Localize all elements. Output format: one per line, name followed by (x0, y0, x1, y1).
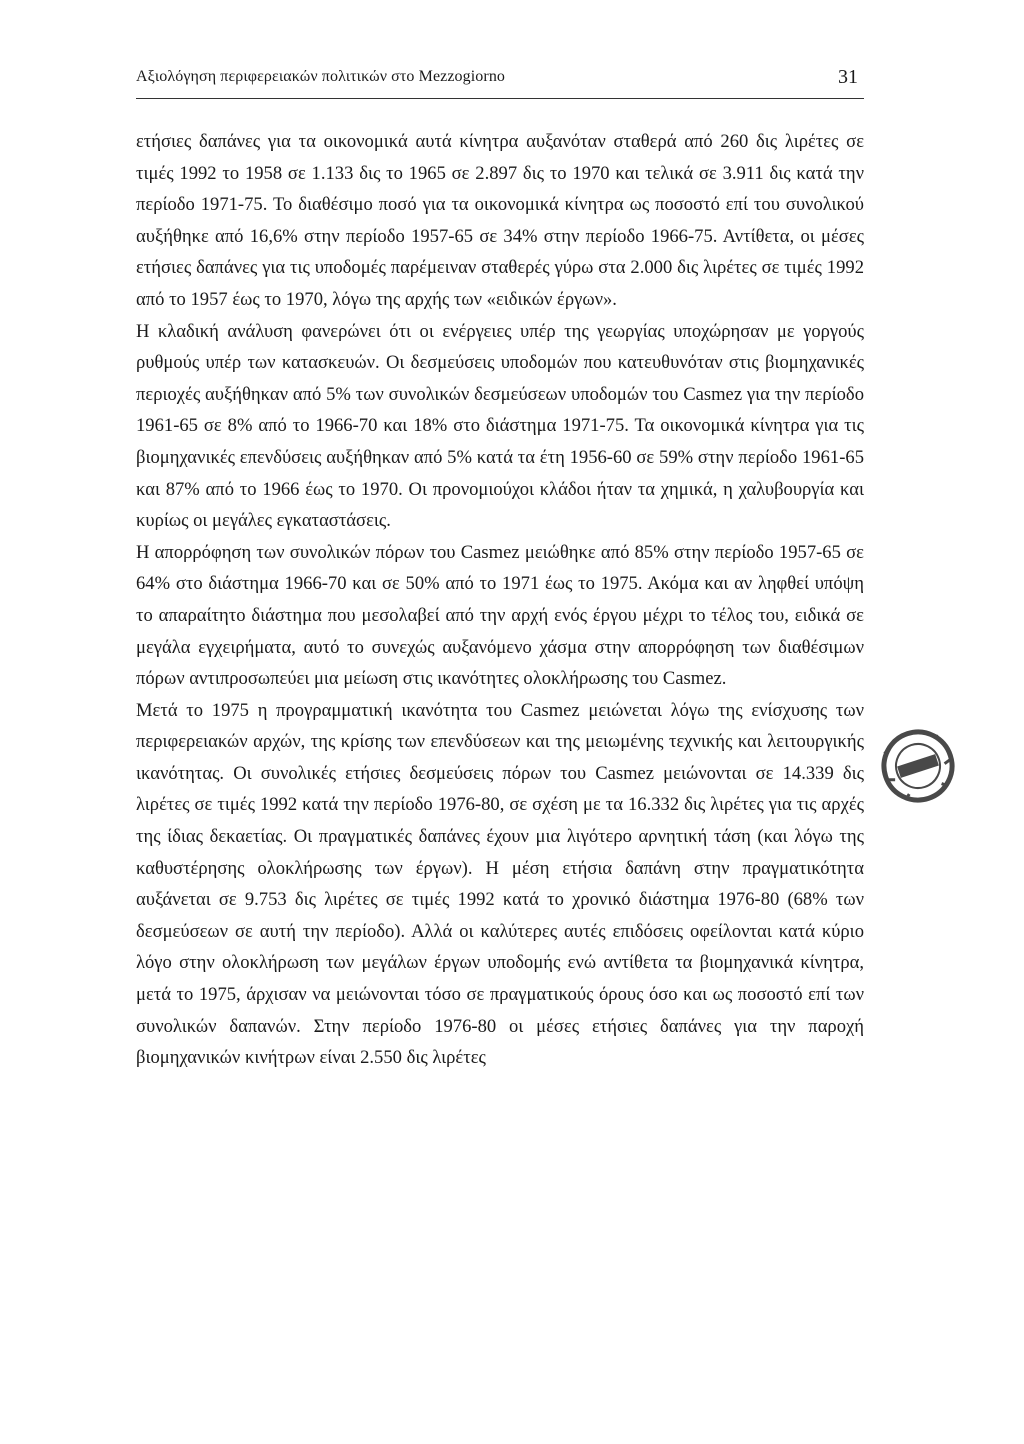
library-stamp-icon (876, 710, 960, 822)
paragraph: Η κλαδική ανάλυση φανερώνει ότι οι ενέργειες υπέρ της γεωργίας υποχώρησαν με γοργούς ρυθμούς υπέρ των κατασκευών. Οι δεσμεύσεις υποδομών που κατευθυνόταν στις βιομηχανικές περιοχές αυξήθηκαν από 5% των συνολικών δεσμεύσεων υποδομών του Casmez για την περίοδο 1961-65 σε 8% από το 1966-70 και 18% στο διάστημα 1971-75. Τα οικονομικά κίνητρα για τις βιομηχανικές επενδύσεις αυξήθηκαν από 5% κατά τα έτη 1956-60 σε 59% στην περίοδο 1961-65 και 87% από το 1966 έως το 1970. Οι προνομιούχοι κλάδοι ήταν τα χημικά, η χαλυβουργία και κυρίως οι μεγάλες εγκαταστάσεις. (136, 320, 864, 532)
paragraph: Η απορρόφηση των συνολικών πόρων του Casmez μειώθηκε από 85% στην περίοδο 1957-65 σε 64% στο διάστημα 1966-70 και σε 50% από το 1971 έως το 1975. Ακόμα και αν ληφθεί υπόψη το απαραίτητο διάστημα που μεσολαβεί από την αρχή ενός έργου μέχρι το τέλος του, ειδικά σε μεγάλα εγχειρήματα, αυτό το συνεχώς αυξανόμενο χάσμα στην απορρόφηση των διαθέσιμων πόρων αντιπροσωπεύει μια μείωση στις ικανότητες ολοκλήρωσης του Casmez. (136, 541, 864, 690)
page-number: 31 (838, 66, 858, 88)
paragraph: Μετά το 1975 η προγραμματική ικανότητα του Casmez μειώνεται λόγω της ενίσχυσης των περιφερειακών αρχών, της κρίσης των επενδύσεων και της μειωμένης τεχνικής και λειτουργικής ικανότητας. Οι συνολικές ετήσιες δεσμεύσεις πόρων του Casmez μειώνονται σε 14.339 δις λιρέτες σε τιμές 1992 κατά την περίοδο 1976-80, σε σχέση με τα 16.332 δις λιρέτες για τις αρχές της ίδιας δεκαετίας. Οι πραγματικές δαπάνες έχουν μια λιγότερο αρνητική τάση (και λόγω της καθυστέρησης ολοκλήρωσης των έργων). Η μέση ετήσια δαπάνη στην πραγματικότητα αυξάνεται σε 9.753 δις λιρέτες σε τιμές 1992 κατά το χρονικό διάστημα 1976-80 (68% των δεσμεύσεων σε αυτή την περίοδο). Αλλά οι καλύτερες αυτές επιδόσεις οφείλονται κατά κύριο λόγο στην ολοκλήρωση των μεγάλων έργων υποδομής ενώ αντίθετα τα βιομηχανικά κίνητρα, μετά το 1975, άρχισαν να μειώνονται τόσο σε πραγματικούς όρους όσο και ως ποσοστό επί των συνολικών δαπανών. Στην περίοδο 1976-80 οι μέσες ετήσιες δαπάνες για την παροχή βιομηχανικών κινήτρων είναι 2.550 δις λιρέτες (136, 699, 864, 1069)
page-header (136, 60, 864, 99)
running-header-title: Αξιολόγηση περιφερειακών πολιτικών στο Mezzogiorno (136, 68, 506, 85)
body-text (136, 126, 864, 1074)
paragraph: ετήσιες δαπάνες για τα οικονομικά αυτά κίνητρα αυξανόταν σταθερά από 260 δις λιρέτες σε τιμές 1992 το 1958 σε 1.133 δις το 1965 σε 2.897 δις το 1970 και τελικά σε 3.911 δις κατά την περίοδο 1971-75. Το διαθέσιμο ποσό για τα οικονομικά κίνητρα ως ποσοστό επί του συνολικού αυξήθηκε από 16,6% στην περίοδο 1957-65 σε 34% στην περίοδο 1966-75. Αντίθετα, οι μέσες ετήσιες δαπάνες για τις υποδομές παρέμειναν σταθερές γύρω στα 2.000 δις λιρέτες σε τιμές 1992 από το 1957 έως το 1970, λόγω της αρχής των «ειδικών έργων». (136, 131, 864, 310)
